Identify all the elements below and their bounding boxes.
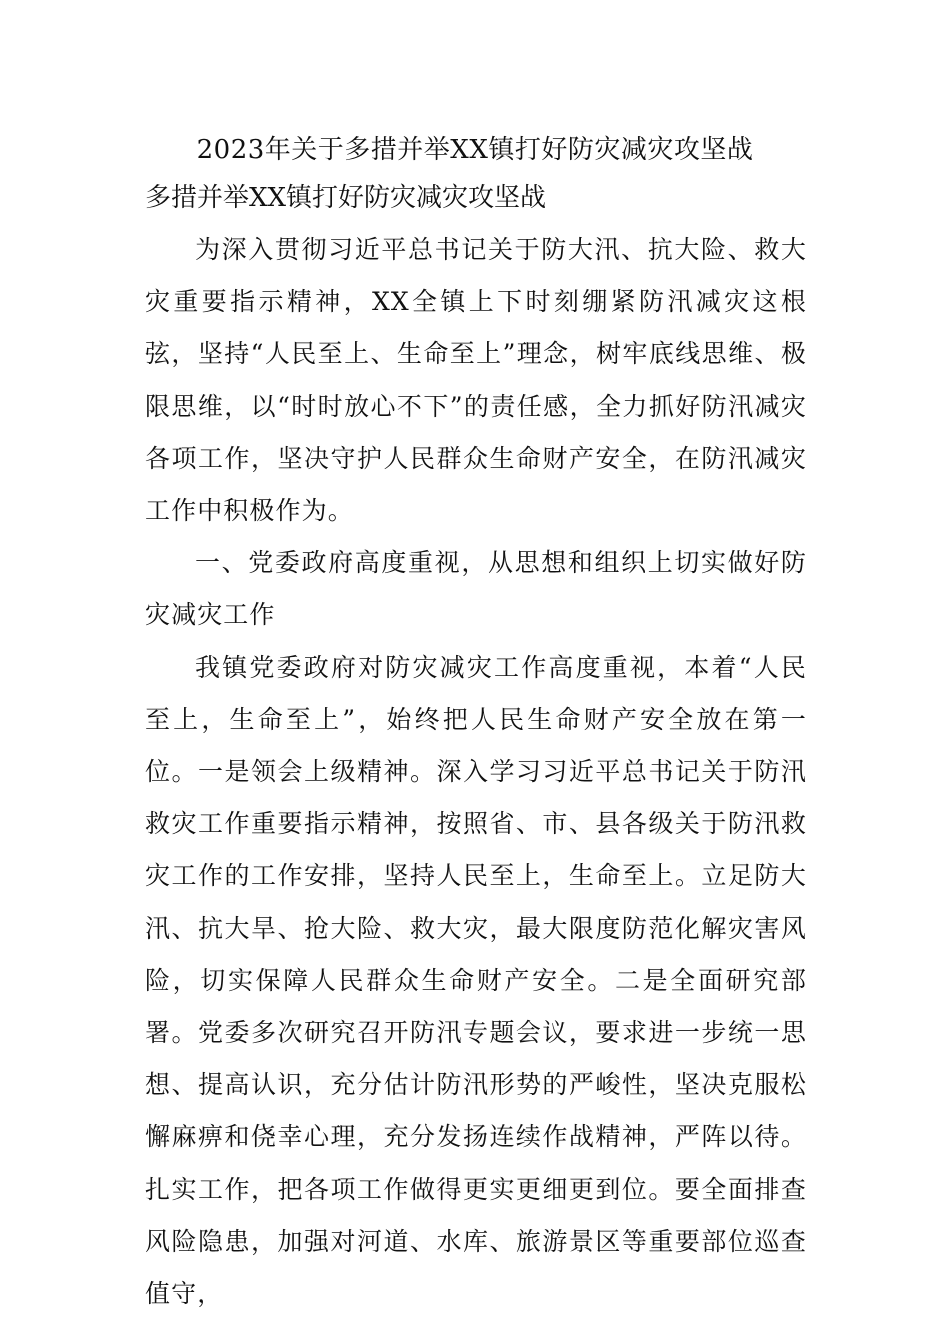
section-heading-1: 一、党委政府高度重视，从思想和组织上切实做好防灾减灾工作 <box>145 548 807 630</box>
document-subtitle: 多措并举XX镇打好防灾减灾攻坚战 <box>145 183 547 213</box>
document-title: 2023年关于多措并举XX镇打好防灾减灾攻坚战 <box>196 135 754 165</box>
paragraph-section-1: 我镇党委政府对防灾减灾工作高度重视，本着“人民至上，生命至上”，始终把人民生命财产安全放在第一位。一是领会上级精神。深入学习习近平总书记关于防汛救灾工作重要指示精神，按照省、市、县各级关于防汛救灾工作的工作安排，坚持人民至上，生命至上。立足防大汛、抗大旱、抢大险、救大灾，最大限度防范化解灾害风险，切实保障人民群众生命财产安全。二是全面研究部署。党委多次研究召开防汛专题会议，要求进一步统一思想、提高认识，充分估计防汛形势的严峻性，坚决克服松懈麻痹和侥幸心理，充分发扬连续作战精神，严阵以待。扎实工作，把各项工作做得更实更细更到位。要全面排查风险隐患，加强对河道、水库、旅游景区等重要部位巡查值守， <box>145 652 807 1309</box>
paragraph-intro: 为深入贯彻习近平总书记关于防大汛、抗大险、救大灾重要指示精神，XX全镇上下时刻绷紧防汛减灾这根弦，坚持“人民至上、生命至上”理念，树牢底线思维、极限思维，以“时时放心不下”的责任感，全力抓好防汛减灾各项工作，坚决守护人民群众生命财产安全，在防汛减灾工作中积极作为。 <box>145 235 807 526</box>
document-body <box>145 224 807 1320</box>
